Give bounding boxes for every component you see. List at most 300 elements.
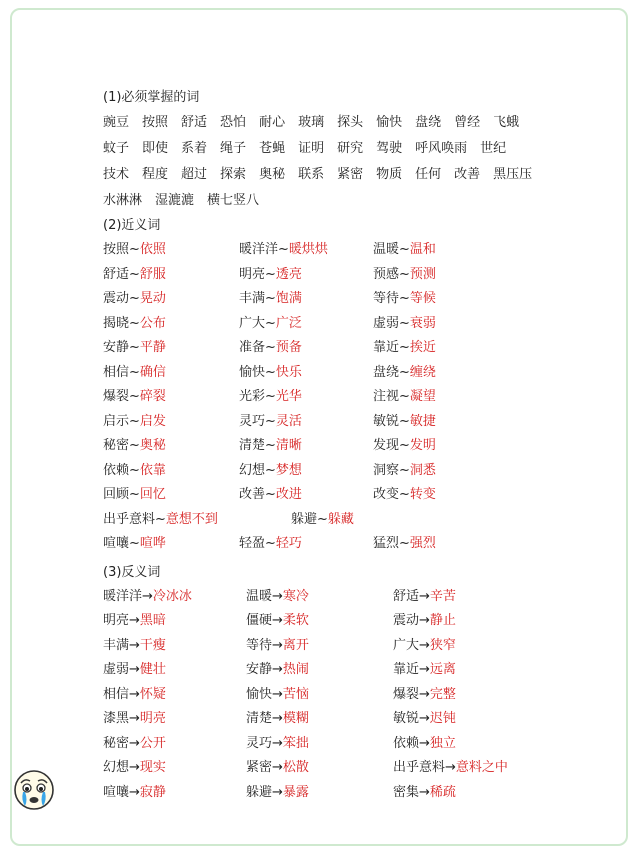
arrow-separator: → [419, 784, 430, 800]
answer-word: 意想不到 [165, 511, 218, 527]
synonym-pair [373, 483, 436, 508]
vocab-word: 呼风唤雨 [415, 141, 468, 156]
vocab-word: 驾驶 [376, 141, 403, 156]
base-word: 回顾 [103, 487, 130, 502]
answer-word: 预备 [275, 340, 302, 355]
tilde-separator: ~ [265, 389, 276, 404]
arrow-separator: → [129, 686, 140, 702]
base-word: 轻盈 [239, 536, 266, 551]
tilde-separator: ~ [129, 536, 140, 551]
answer-word: 远离 [429, 662, 456, 677]
tilde-separator: ~ [155, 511, 166, 527]
base-word: 虚弱 [373, 315, 400, 331]
synonym-pair [239, 532, 302, 557]
antonym-pair [246, 732, 309, 757]
answer-word: 寒冷 [282, 588, 309, 604]
tilde-separator: ~ [317, 511, 328, 527]
base-word: 改变 [373, 487, 400, 502]
antonym-pair [103, 732, 166, 757]
tilde-separator: ~ [399, 413, 410, 429]
base-word: 等待 [246, 637, 273, 653]
answer-word: 笨拙 [282, 735, 309, 751]
antonym-pair [103, 756, 166, 781]
answer-word: 敏捷 [409, 413, 436, 429]
base-word: 清楚 [239, 438, 266, 453]
antonym-pair [103, 585, 192, 610]
answer-word: 透亮 [275, 266, 302, 282]
base-word: 爆裂 [103, 389, 130, 404]
tilde-separator: ~ [265, 487, 276, 502]
synonym-pair [103, 263, 166, 288]
vocab-word: 黑压压 [493, 167, 533, 182]
vocab-word: 湿漉漉 [155, 193, 195, 208]
base-word: 喧嚷 [103, 536, 130, 551]
base-word: 愉快 [246, 686, 273, 702]
synonym-pair [103, 312, 166, 337]
answer-word: 干瘦 [139, 637, 166, 653]
synonym-pair-row [103, 238, 623, 263]
answer-word: 回忆 [139, 487, 166, 502]
vocab-word: 任何 [415, 167, 442, 182]
antonym-pair [103, 609, 166, 634]
crying-face-icon [12, 768, 56, 812]
base-word: 按照 [103, 242, 130, 257]
tilde-separator: ~ [129, 438, 140, 453]
synonym-pair [373, 532, 436, 557]
antonym-pair [103, 781, 166, 806]
synonym-pair-row [103, 263, 623, 288]
synonym-pair [373, 336, 436, 361]
synonym-pair-row [103, 410, 623, 435]
answer-word: 挨近 [409, 340, 436, 355]
tilde-separator: ~ [129, 340, 140, 355]
synonym-pair [373, 312, 436, 337]
antonym-pair-row [103, 732, 623, 757]
vocab-word: 紧密 [337, 167, 364, 182]
answer-word: 温和 [409, 242, 436, 257]
vocab-word: 恐怕 [220, 115, 247, 130]
base-word: 丰满 [239, 291, 266, 306]
answer-word: 模糊 [282, 711, 309, 726]
answer-word: 依靠 [139, 462, 166, 478]
tilde-separator: ~ [399, 340, 410, 355]
base-word: 安静 [103, 340, 130, 355]
antonym-pair [103, 707, 166, 732]
answer-word: 离开 [282, 637, 309, 653]
base-word: 灵巧 [239, 413, 266, 429]
answer-word: 碎裂 [139, 389, 166, 404]
arrow-separator: → [419, 735, 430, 751]
answer-word: 明亮 [139, 711, 166, 726]
vocabulary-sheet [103, 86, 623, 805]
vocab-word: 研究 [337, 141, 364, 156]
base-word: 幻想 [103, 760, 130, 775]
antonym-pair [246, 683, 309, 708]
tilde-separator: ~ [129, 389, 140, 404]
answer-word: 饱满 [275, 291, 302, 306]
vocab-word: 豌豆 [103, 115, 130, 130]
tilde-separator: ~ [265, 413, 276, 429]
antonym-pair [246, 781, 309, 806]
synonym-pair [291, 508, 354, 533]
answer-word: 黑暗 [139, 613, 166, 628]
answer-word: 公开 [139, 735, 166, 751]
antonym-pair-row [103, 658, 623, 683]
answer-word: 稀疏 [429, 784, 456, 800]
word-row [103, 110, 623, 136]
base-word: 光彩 [239, 389, 266, 404]
tilde-separator: ~ [265, 291, 276, 306]
antonym-pair [393, 732, 456, 757]
answer-word: 光华 [275, 389, 302, 404]
tilde-separator: ~ [129, 462, 140, 478]
answer-word: 独立 [429, 735, 456, 751]
base-word: 注视 [373, 389, 400, 404]
base-word: 敏锐 [373, 413, 400, 429]
answer-word: 暖烘烘 [288, 242, 328, 257]
tilde-separator: ~ [265, 266, 276, 282]
answer-word: 晃动 [139, 291, 166, 306]
arrow-separator: → [129, 662, 140, 677]
antonym-pair [246, 609, 309, 634]
synonym-pair [103, 336, 166, 361]
synonym-pair [239, 361, 302, 386]
answer-word: 依照 [139, 242, 166, 257]
base-word: 洞察 [373, 462, 400, 478]
arrow-separator: → [419, 686, 430, 702]
base-word: 舒适 [393, 588, 420, 604]
arrow-separator: → [129, 784, 140, 800]
answer-word: 衰弱 [409, 315, 436, 331]
answer-word: 梦想 [275, 462, 302, 478]
synonym-pair [373, 263, 436, 288]
vocab-word: 盘绕 [415, 115, 442, 130]
base-word: 出乎意料 [393, 760, 446, 775]
base-word: 秘密 [103, 438, 130, 453]
base-word: 相信 [103, 686, 130, 702]
antonym-pair [103, 658, 166, 683]
answer-word: 柔软 [282, 613, 309, 628]
base-word: 出乎意料 [103, 511, 156, 527]
synonym-pair [103, 361, 166, 386]
antonym-pair [103, 683, 166, 708]
answer-word: 改进 [275, 487, 302, 502]
base-word: 暖洋洋 [239, 242, 279, 257]
antonym-pair-row [103, 609, 623, 634]
synonym-pair [239, 459, 302, 484]
arrow-separator: → [419, 662, 430, 677]
base-word: 虚弱 [103, 662, 130, 677]
antonym-pair [393, 658, 456, 683]
vocab-word: 绳子 [220, 141, 247, 156]
synonym-pair [103, 508, 218, 533]
synonym-pair [239, 483, 302, 508]
base-word: 靠近 [373, 340, 400, 355]
tilde-separator: ~ [129, 266, 140, 282]
arrow-separator: → [272, 711, 283, 726]
tilde-separator: ~ [129, 364, 140, 380]
base-word: 秘密 [103, 735, 130, 751]
answer-word: 舒服 [139, 266, 166, 282]
vocab-word: 程度 [142, 167, 169, 182]
base-word: 广大 [393, 637, 420, 653]
antonym-pair [246, 756, 309, 781]
arrow-separator: → [272, 662, 283, 677]
answer-word: 广泛 [275, 315, 302, 331]
vocab-word: 即使 [142, 141, 169, 156]
tilde-separator: ~ [265, 536, 276, 551]
arrow-separator: → [272, 637, 283, 653]
base-word: 发现 [373, 438, 400, 453]
arrow-separator: → [272, 613, 283, 628]
tilde-separator: ~ [399, 242, 410, 257]
antonym-pair-row [103, 634, 623, 659]
synonym-pair-row [103, 312, 623, 337]
arrow-separator: → [419, 711, 430, 726]
tilde-separator: ~ [399, 487, 410, 502]
answer-word: 灵活 [275, 413, 302, 429]
base-word: 启示 [103, 413, 130, 429]
antonym-pair-row [103, 683, 623, 708]
tilde-separator: ~ [265, 340, 276, 355]
synonym-pair [103, 238, 166, 263]
arrow-separator: → [272, 784, 283, 800]
answer-word: 快乐 [275, 364, 302, 380]
synonym-pair [373, 385, 436, 410]
base-word: 躲避 [246, 784, 273, 800]
base-word: 温暖 [246, 588, 273, 604]
base-word: 预感 [373, 266, 400, 282]
antonym-pair-row [103, 756, 623, 781]
antonym-pair [103, 634, 166, 659]
synonym-pair-row [103, 532, 623, 557]
base-word: 震动 [393, 613, 420, 628]
base-word: 猛烈 [373, 536, 400, 551]
base-word: 愉快 [239, 364, 266, 380]
base-word: 躲避 [291, 511, 318, 527]
base-word: 改善 [239, 487, 266, 502]
synonym-pair [239, 263, 302, 288]
vocab-word: 物质 [376, 167, 403, 182]
arrow-separator: → [419, 613, 430, 628]
answer-word: 公布 [139, 315, 166, 331]
answer-word: 躲藏 [327, 511, 354, 527]
base-word: 灵巧 [246, 735, 273, 751]
vocab-word: 探头 [337, 115, 364, 130]
tilde-separator: ~ [265, 315, 276, 331]
answer-word: 凝望 [409, 389, 436, 404]
synonym-pair-row [103, 483, 623, 508]
answer-word: 启发 [139, 413, 166, 429]
antonym-pair [393, 634, 456, 659]
antonym-pair [246, 634, 309, 659]
tilde-separator: ~ [399, 266, 410, 282]
answer-word: 狭窄 [429, 637, 456, 653]
vocab-word: 改善 [454, 167, 481, 182]
base-word: 漆黑 [103, 711, 130, 726]
section-2-title: (2)近义词 [103, 218, 161, 233]
antonym-pair [246, 658, 309, 683]
arrow-separator: → [419, 637, 430, 653]
base-word: 敏锐 [393, 711, 420, 726]
answer-word: 意料之中 [455, 760, 508, 775]
synonym-pair-row [103, 434, 623, 459]
vocab-word: 曾经 [454, 115, 481, 130]
vocab-word: 联系 [298, 167, 325, 182]
arrow-separator: → [272, 588, 283, 604]
vocab-word: 飞蛾 [493, 115, 520, 130]
tilde-separator: ~ [129, 413, 140, 429]
answer-word: 健壮 [139, 662, 166, 677]
vocab-word: 横七竖八 [207, 193, 260, 208]
base-word: 安静 [246, 662, 273, 677]
tilde-separator: ~ [129, 242, 140, 257]
answer-word: 洞悉 [409, 462, 436, 478]
answer-word: 寂静 [139, 784, 166, 800]
answer-word: 松散 [282, 760, 309, 775]
base-word: 僵硬 [246, 613, 273, 628]
synonym-pair [239, 336, 302, 361]
section-3-title: (3)反义词 [103, 564, 161, 580]
base-word: 密集 [393, 784, 420, 800]
answer-word: 强烈 [409, 536, 436, 551]
base-word: 准备 [239, 340, 266, 355]
answer-word: 现实 [139, 760, 166, 775]
synonym-pair [373, 287, 436, 312]
base-word: 靠近 [393, 662, 420, 677]
vocab-word: 证明 [298, 141, 325, 156]
section-1-title: (1)必须掌握的词 [103, 90, 200, 105]
synonym-pair [103, 483, 166, 508]
antonym-pair [393, 756, 508, 781]
tilde-separator: ~ [399, 291, 410, 306]
base-word: 清楚 [246, 711, 273, 726]
synonym-pair-row [103, 385, 623, 410]
answer-word: 轻巧 [275, 536, 302, 551]
base-word: 舒适 [103, 266, 130, 282]
answer-word: 等候 [409, 291, 436, 306]
answer-word: 暴露 [282, 784, 309, 800]
synonym-pair [103, 287, 166, 312]
answer-word: 热闹 [282, 662, 309, 677]
arrow-separator: → [272, 686, 283, 702]
answer-word: 冷冰冰 [152, 588, 192, 604]
arrow-separator: → [129, 711, 140, 726]
answer-word: 奥秘 [139, 438, 166, 453]
antonym-pair [246, 585, 309, 610]
antonym-pair-row [103, 707, 623, 732]
arrow-separator: → [272, 735, 283, 751]
base-word: 幻想 [239, 462, 266, 478]
base-word: 相信 [103, 364, 130, 380]
base-word: 暖洋洋 [103, 588, 143, 604]
required-words-list [103, 110, 623, 214]
synonym-pair [103, 410, 166, 435]
answer-word: 预测 [409, 266, 436, 282]
base-word: 明亮 [239, 266, 266, 282]
vocab-word: 世纪 [480, 141, 507, 156]
antonym-pair [393, 683, 456, 708]
arrow-separator: → [129, 760, 140, 775]
tilde-separator: ~ [399, 364, 410, 380]
antonym-pair-row [103, 781, 623, 806]
synonym-pair [103, 459, 166, 484]
synonym-pair [239, 287, 302, 312]
synonyms-list [103, 238, 623, 557]
word-row [103, 162, 623, 188]
base-word: 依赖 [393, 735, 420, 751]
arrow-separator: → [272, 760, 283, 775]
base-word: 丰满 [103, 637, 130, 653]
synonym-pair [103, 434, 166, 459]
base-word: 爆裂 [393, 686, 420, 702]
antonym-pair [393, 609, 456, 634]
synonym-pair [373, 238, 436, 263]
tilde-separator: ~ [278, 242, 289, 257]
synonym-pair [373, 361, 436, 386]
tilde-separator: ~ [129, 291, 140, 306]
answer-word: 喧哗 [139, 536, 166, 551]
synonym-pair [103, 532, 166, 557]
answer-word: 静止 [429, 613, 456, 628]
synonym-pair-row [103, 508, 623, 533]
answer-word: 发明 [409, 438, 436, 453]
vocab-word: 按照 [142, 115, 169, 130]
base-word: 震动 [103, 291, 130, 306]
vocab-word: 探索 [220, 167, 247, 182]
base-word: 明亮 [103, 613, 130, 628]
synonym-pair [103, 385, 166, 410]
antonyms-list [103, 585, 623, 806]
vocab-word: 舒适 [181, 115, 208, 130]
answer-word: 平静 [139, 340, 166, 355]
synonym-pair [373, 459, 436, 484]
answer-word: 怀疑 [139, 686, 166, 702]
answer-word: 转变 [409, 487, 436, 502]
antonym-pair [393, 781, 456, 806]
vocab-word: 蚊子 [103, 141, 130, 156]
synonym-pair [239, 434, 302, 459]
answer-word: 完整 [429, 686, 456, 702]
tilde-separator: ~ [129, 315, 140, 331]
tilde-separator: ~ [399, 438, 410, 453]
synonym-pair-row [103, 459, 623, 484]
base-word: 喧嚷 [103, 784, 130, 800]
answer-word: 苦恼 [282, 686, 309, 702]
base-word: 温暖 [373, 242, 400, 257]
tilde-separator: ~ [399, 389, 410, 404]
base-word: 盘绕 [373, 364, 400, 380]
base-word: 广大 [239, 315, 266, 331]
synonym-pair-row [103, 361, 623, 386]
base-word: 紧密 [246, 760, 273, 775]
answer-word: 确信 [139, 364, 166, 380]
synonym-pair [373, 410, 436, 435]
vocab-word: 奥秘 [259, 167, 286, 182]
arrow-separator: → [129, 613, 140, 628]
antonym-pair-row [103, 585, 623, 610]
answer-word: 缠绕 [409, 364, 436, 380]
arrow-separator: → [142, 588, 153, 604]
vocab-word: 水淋淋 [103, 193, 143, 208]
answer-word: 迟钝 [429, 711, 456, 726]
vocab-word: 玻璃 [298, 115, 325, 130]
tilde-separator: ~ [399, 462, 410, 478]
base-word: 等待 [373, 291, 400, 306]
arrow-separator: → [445, 760, 456, 775]
tilde-separator: ~ [399, 315, 410, 331]
tilde-separator: ~ [399, 536, 410, 551]
